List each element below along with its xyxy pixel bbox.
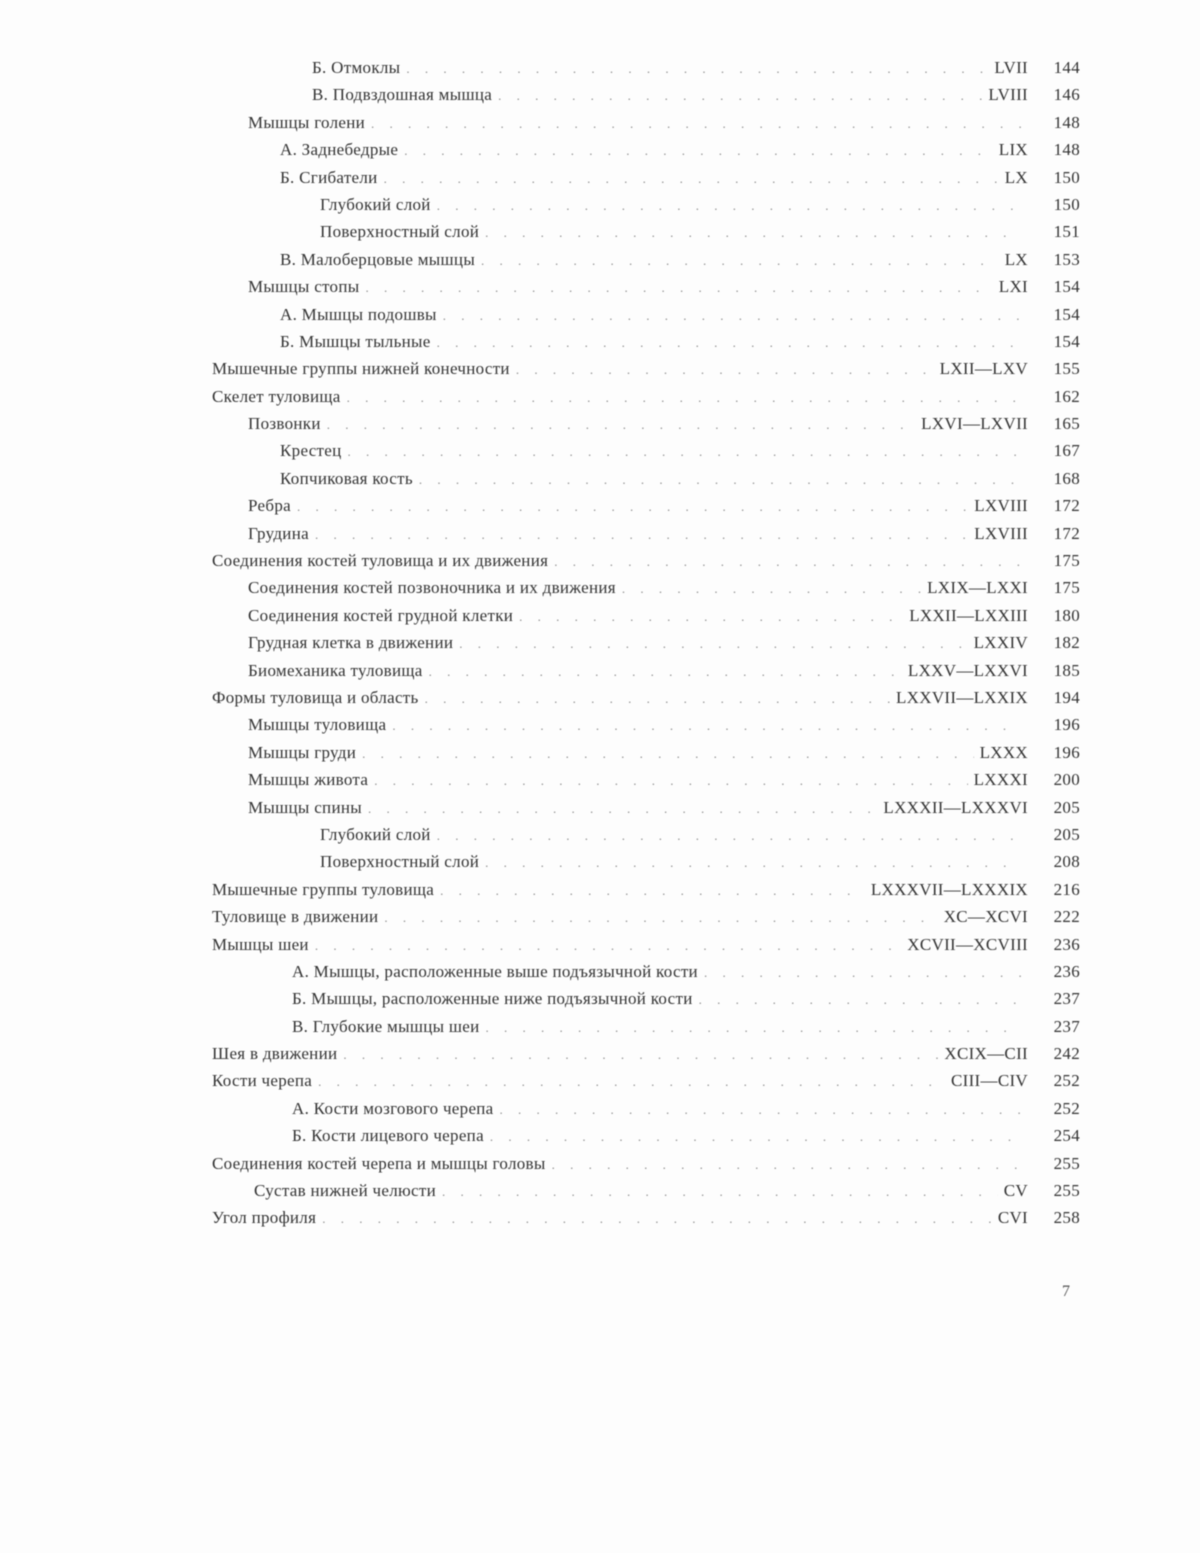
toc-entry-page: 154 (1053, 277, 1080, 297)
toc-entry-page: 236 (1053, 961, 1080, 981)
toc-entry (200, 602, 1080, 629)
toc-entry-title: Формы туловища и область (212, 687, 419, 707)
toc-entry-plates: LXVI—LXVII (921, 414, 1028, 434)
dot-leader (554, 548, 1022, 575)
toc-entry-page: 236 (1053, 934, 1080, 954)
toc-entry-page: 237 (1053, 989, 1080, 1009)
dot-leader (384, 904, 937, 931)
dot-leader (622, 575, 921, 602)
toc-entry-page: 185 (1053, 660, 1080, 680)
toc-entry-page: 175 (1053, 578, 1080, 598)
dot-leader (327, 411, 915, 438)
dot-leader (425, 685, 890, 712)
toc-entry-title: Глубокий слой (320, 194, 431, 214)
toc-entry-page: 146 (1053, 85, 1080, 105)
dot-leader (481, 247, 999, 274)
toc-entry-page: 205 (1053, 824, 1080, 844)
toc-entry-page: 165 (1053, 414, 1080, 434)
dot-leader (374, 767, 967, 794)
toc-entry-page: 205 (1053, 797, 1080, 817)
toc-entry-page: 237 (1053, 1016, 1080, 1036)
toc-entry-page: 255 (1053, 1153, 1080, 1173)
dot-leader (443, 302, 1022, 329)
toc-entry (200, 574, 1080, 601)
dot-leader (552, 1151, 1022, 1178)
toc-entry-title: Мышечные группы нижней конечности (212, 359, 510, 379)
toc-entry (200, 684, 1080, 711)
toc-entry-page: 254 (1053, 1126, 1080, 1146)
toc-entry-page: 258 (1053, 1208, 1080, 1228)
toc-entry-title: В. Глубокие мышцы шеи (292, 1016, 480, 1036)
dot-leader (519, 603, 903, 630)
dot-leader (459, 630, 967, 657)
toc-entry-plates: LX (1004, 249, 1028, 269)
toc-entry-title: Скелет туловища (212, 386, 341, 406)
toc-entry-page: 216 (1053, 879, 1080, 899)
toc-entry-plates: XCVII—XCVIII (907, 934, 1028, 954)
toc-entry (200, 218, 1080, 245)
toc-entry-title: Позвонки (248, 414, 321, 434)
toc-entry-title: Мышцы голени (248, 112, 366, 132)
toc-entry (200, 164, 1080, 191)
dot-leader (485, 849, 1022, 876)
toc-entry-page: 154 (1053, 331, 1080, 351)
toc-entry-plates: LVIII (988, 85, 1028, 105)
toc-entry-title: Соединения костей черепа и мышцы головы (212, 1153, 546, 1173)
dot-leader (500, 1096, 1022, 1123)
toc-entry-title: Б. Кости лицевого черепа (292, 1126, 484, 1146)
toc-entry-page: 196 (1053, 742, 1080, 762)
toc-entry-title: Б. Мышцы тыльные (280, 331, 431, 351)
dot-leader (371, 110, 1022, 137)
toc-entry-page: 222 (1053, 907, 1080, 927)
dot-leader (406, 55, 988, 82)
dot-leader (498, 82, 982, 109)
toc-entry (200, 136, 1080, 163)
toc-entry-page: 168 (1053, 468, 1080, 488)
toc-entry-title: Мышечные группы туловища (212, 879, 435, 899)
dot-leader (384, 165, 999, 192)
toc-entry-plates: CVI (997, 1208, 1028, 1228)
toc-entry (200, 1095, 1080, 1122)
dot-leader (343, 1041, 938, 1068)
toc-entry-page: 252 (1053, 1071, 1080, 1091)
toc-entry-page: 150 (1053, 167, 1080, 187)
toc-entry-title: Шея в движении (212, 1044, 338, 1064)
dot-leader (347, 384, 1022, 411)
toc-entry-title: Кости черепа (212, 1071, 313, 1091)
dot-leader (704, 959, 1022, 986)
toc-entry (200, 547, 1080, 574)
dot-leader (516, 356, 934, 383)
toc-entry (200, 876, 1080, 903)
toc-entry (200, 629, 1080, 656)
toc-entry-page: 242 (1053, 1044, 1080, 1064)
dot-leader (699, 986, 1022, 1013)
toc-entry (200, 931, 1080, 958)
dot-leader (437, 822, 1022, 849)
toc-entry-plates: LXXXVII—LXXXIX (870, 879, 1028, 899)
toc-entry-plates: LIX (998, 140, 1028, 160)
toc-entry-title: Сустав нижней челюсти (254, 1181, 437, 1201)
toc-entry (200, 109, 1080, 136)
toc-entry-title: Б. Мышцы, расположенные ниже подъязычной кости (292, 989, 693, 1009)
toc-entry-title: Грудная клетка в движении (248, 633, 454, 653)
dot-leader (315, 932, 901, 959)
toc-entry-title: Соединения костей позвоночника и их движения (248, 578, 616, 598)
toc-entry (200, 657, 1080, 684)
toc-entry-title: Мышцы стопы (248, 277, 360, 297)
toc-entry-page: 144 (1053, 58, 1080, 77)
dot-leader (297, 493, 968, 520)
toc-entry-plates: CIII—CIV (951, 1071, 1028, 1091)
toc-entry (200, 301, 1080, 328)
toc-entry-page: 151 (1053, 222, 1080, 242)
toc-entry-title: Копчиковая кость (280, 468, 413, 488)
toc-entry (200, 437, 1080, 464)
page-number: 7 (1062, 1283, 1070, 1300)
toc-entry (200, 355, 1080, 382)
toc-entry-page: 148 (1053, 112, 1080, 132)
toc-entry-page: 148 (1053, 140, 1080, 160)
toc-entry-title: Соединения костей грудной клетки (248, 605, 514, 625)
toc-entry-page: 200 (1053, 770, 1080, 790)
toc-entry-page: 194 (1053, 687, 1080, 707)
toc-entry-plates: LXIX—LXXI (927, 578, 1028, 598)
toc-entry-title: Угол профиля (212, 1208, 317, 1228)
toc-entry (200, 1177, 1080, 1204)
toc-entry (200, 739, 1080, 766)
toc-entry-plates: LX (1004, 167, 1028, 187)
toc-entry-title: Соединения костей туловища и их движения (212, 551, 549, 571)
toc-entry-plates: LXVIII (974, 523, 1028, 543)
toc-entry-page: 154 (1053, 304, 1080, 324)
dot-leader (392, 712, 1022, 739)
toc-entry-plates: CV (1003, 1181, 1028, 1201)
toc-entry-title: Туловище в движении (212, 907, 379, 927)
toc-entry-title: Мышцы шеи (212, 934, 309, 954)
toc-entry-title: Крестец (280, 441, 342, 461)
toc-entry-plates: XCIX—CII (944, 1044, 1028, 1064)
dot-leader (440, 877, 865, 904)
table-of-contents (200, 54, 1080, 1232)
toc-entry-page: 175 (1053, 551, 1080, 571)
toc-entry-plates: LVII (994, 58, 1028, 77)
toc-entry (200, 273, 1080, 300)
toc-entry (200, 1204, 1080, 1231)
dot-leader (437, 192, 1022, 219)
toc-entry (200, 191, 1080, 218)
toc-entry-plates: LXXIV (973, 633, 1028, 653)
toc-entry-page: 172 (1053, 523, 1080, 543)
toc-entry-page: 182 (1053, 633, 1080, 653)
toc-entry-title: В. Подвздошная мышца (312, 85, 493, 105)
toc-entry-page: 180 (1053, 605, 1080, 625)
toc-entry-title: Поверхностный слой (320, 222, 480, 242)
toc-entry (200, 821, 1080, 848)
toc-entry-title: А. Мышцы подошвы (280, 304, 437, 324)
dot-leader (348, 438, 1022, 465)
toc-entry (200, 1067, 1080, 1094)
dot-leader (442, 1178, 998, 1205)
dot-leader (485, 219, 1022, 246)
toc-entry-page: 255 (1053, 1181, 1080, 1201)
dot-leader (404, 137, 993, 164)
dot-leader (318, 1068, 945, 1095)
toc-entry-plates: LXXX (979, 742, 1028, 762)
toc-entry (200, 465, 1080, 492)
dot-leader (362, 740, 973, 767)
toc-entry (200, 794, 1080, 821)
toc-entry (200, 383, 1080, 410)
toc-entry (200, 766, 1080, 793)
toc-entry-title: Мышцы туловища (248, 715, 387, 735)
toc-entry-plates: LXVIII (974, 496, 1028, 516)
dot-leader (322, 1205, 992, 1232)
dot-leader (419, 466, 1022, 493)
toc-entry-page: 155 (1053, 359, 1080, 379)
toc-entry (200, 520, 1080, 547)
dot-leader (490, 1123, 1022, 1150)
toc-entry-title: Грудина (248, 523, 309, 543)
toc-entry-title: Ребра (248, 496, 291, 516)
toc-entry-page: 162 (1053, 386, 1080, 406)
toc-entry-title: Мышцы живота (248, 770, 369, 790)
toc-entry-title: В. Малоберцовые мышцы (280, 249, 476, 269)
toc-entry-plates: LXXV—LXXVI (907, 660, 1028, 680)
dot-leader (437, 329, 1022, 356)
toc-entry-plates: LXXII—LXXIII (909, 605, 1028, 625)
dot-leader (368, 795, 877, 822)
toc-entry-title: Глубокий слой (320, 824, 431, 844)
toc-entry-page: 196 (1053, 715, 1080, 735)
toc-entry-title: Б. Отмоклы (312, 58, 401, 77)
dot-leader (429, 658, 902, 685)
toc-entry-page: 208 (1053, 852, 1080, 872)
toc-entry (200, 1150, 1080, 1177)
toc-entry-title: А. Заднебедрые (280, 140, 399, 160)
toc-entry-title: А. Мышцы, расположенные выше подъязычной кости (292, 961, 698, 981)
toc-entry (200, 54, 1080, 81)
toc-entry-page: 150 (1053, 194, 1080, 214)
toc-entry-plates: XC—XCVI (943, 907, 1028, 927)
dot-leader (365, 274, 992, 301)
toc-entry-title: Биомеханика туловища (248, 660, 423, 680)
dot-leader (486, 1014, 1022, 1041)
toc-entry-title: Б. Сгибатели (280, 167, 378, 187)
toc-entry-plates: LXXXI (973, 770, 1028, 790)
toc-entry (200, 328, 1080, 355)
toc-entry (200, 246, 1080, 273)
toc-entry-title: Мышцы спины (248, 797, 362, 817)
toc-entry (200, 958, 1080, 985)
toc-entry (200, 410, 1080, 437)
toc-entry (200, 711, 1080, 738)
toc-entry (200, 81, 1080, 108)
toc-entry (200, 985, 1080, 1012)
toc-entry-plates: LXII—LXV (939, 359, 1028, 379)
toc-entry-title: Мышцы груди (248, 742, 357, 762)
toc-entry-page: 252 (1053, 1098, 1080, 1118)
toc-entry-plates: LXXVII—LXXIX (895, 687, 1028, 707)
toc-entry-title: Поверхностный слой (320, 852, 480, 872)
toc-entry-plates: LXI (998, 277, 1028, 297)
toc-entry (200, 1122, 1080, 1149)
toc-entry-plates: LXXXII—LXXXVI (883, 797, 1028, 817)
dot-leader (315, 521, 968, 548)
toc-entry (200, 903, 1080, 930)
toc-entry (200, 848, 1080, 875)
toc-entry-page: 167 (1053, 441, 1080, 461)
toc-entry-page: 153 (1053, 249, 1080, 269)
toc-entry-page: 172 (1053, 496, 1080, 516)
toc-entry (200, 1013, 1080, 1040)
toc-entry-title: А. Кости мозгового черепа (292, 1098, 494, 1118)
toc-entry (200, 492, 1080, 519)
toc-entry (200, 1040, 1080, 1067)
